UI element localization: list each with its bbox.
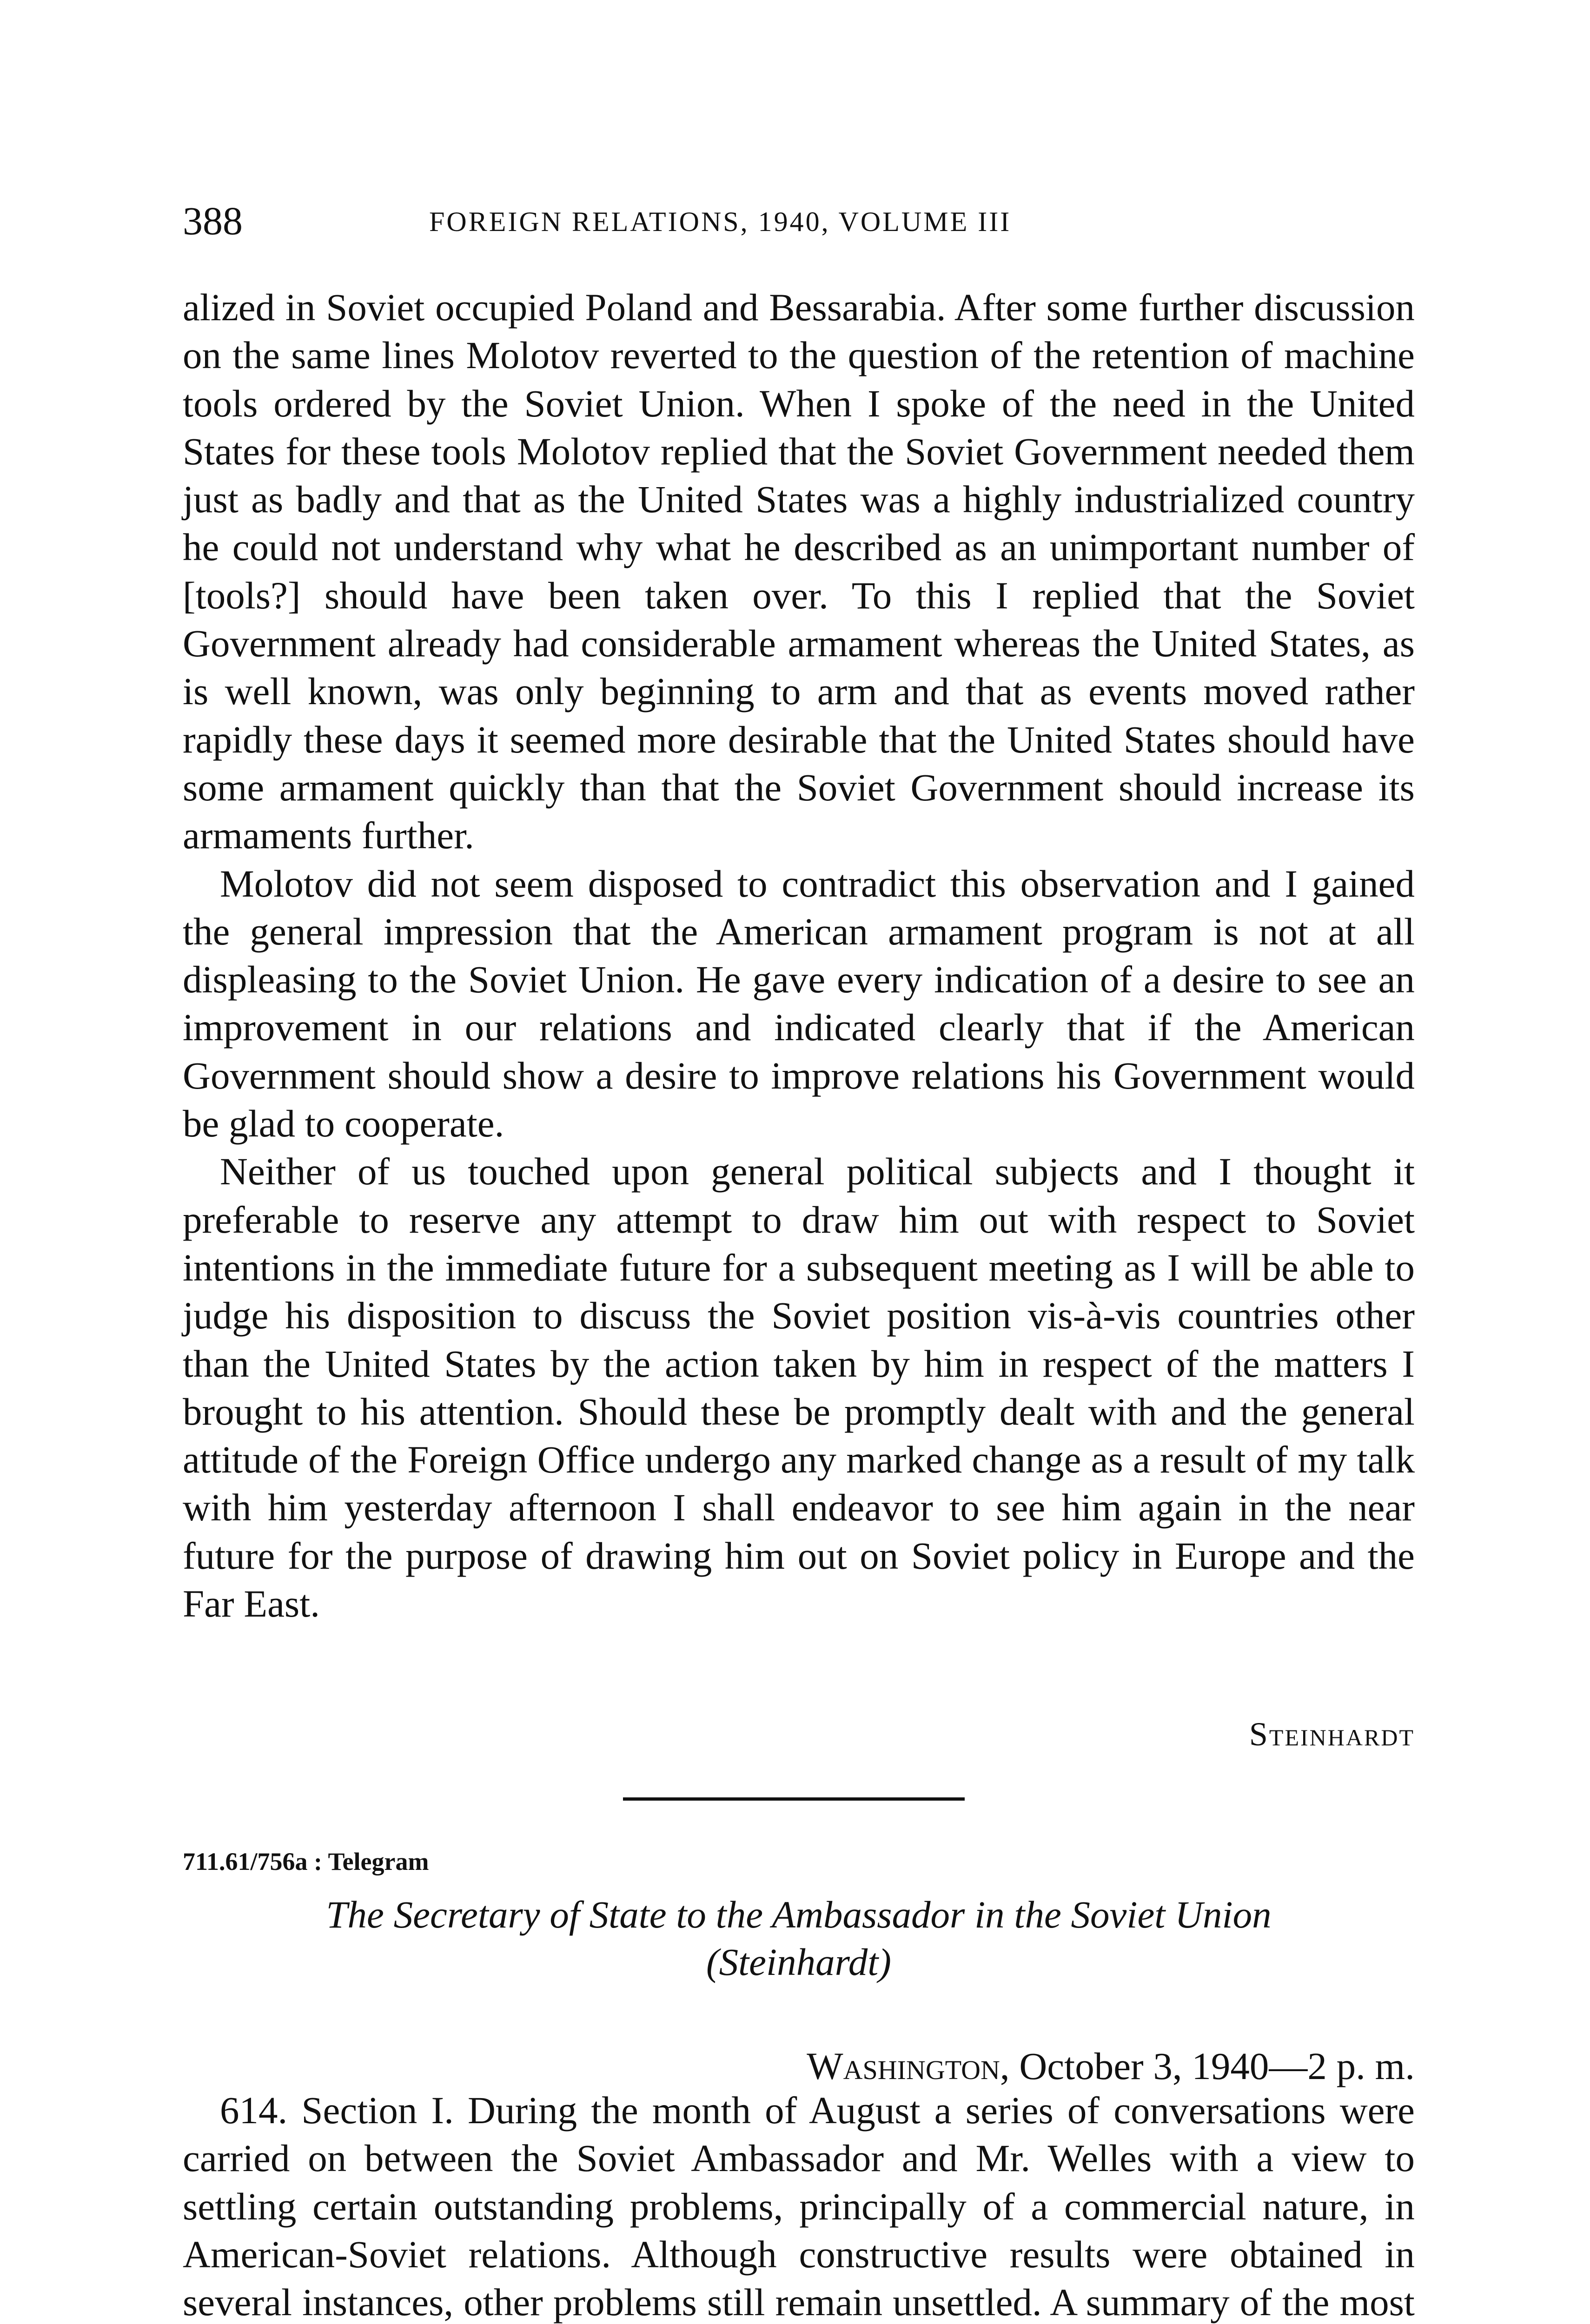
- date: , October 3, 1940—2 p. m.: [1000, 2045, 1415, 2087]
- document-heading: [183, 1891, 1415, 1986]
- heading-line-2: (Steinhardt): [706, 1941, 892, 1983]
- file-reference: 711.61/756a : Telegram: [183, 1848, 429, 1875]
- telegram-body: [183, 2086, 1415, 2324]
- paragraph-section-one: 614. Section I. During the month of August a series of conversations were carried on between the Soviet Ambassador and Mr. Welles with a view to settling certain outstanding problems, principally of a commercial nature, in American-Soviet relations. Although constructive results were obtained in several instances, other problems still remain unsettled. A summary of the most: [183, 2089, 1415, 2324]
- signature: Steinhardt: [1249, 1716, 1415, 1753]
- paragraph-molotov-impression: Molotov did not seem disposed to contradict this observation and I gained the general impression that the American armament program is not at all displeasing to the Soviet Union. He gave every indication of a desire to see an improvement in our relations and indicated clearly that if the American Government should show a desire to improve relations his Government would be glad to cooperate.: [183, 862, 1415, 1145]
- place: Washington: [807, 2045, 1000, 2087]
- heading-line-1: The Secretary of State to the Ambassador in the Soviet Union: [326, 1893, 1272, 1936]
- running-title: FOREIGN RELATIONS, 1940, VOLUME III: [429, 206, 1012, 237]
- body-text-block: [183, 284, 1415, 1628]
- section-divider: [623, 1797, 965, 1801]
- page-number: 388: [183, 198, 243, 243]
- paragraph-continuation: alized in Soviet occupied Poland and Bessarabia. After some further discussion on the same lines Molotov reverted to the question of the retention of machine tools ordered by the Soviet Union. When I spoke of the need in the United States for these tools Molotov replied that the Soviet Government needed them just as badly and that as the United States was a highly industrialized country he could not understand why what he described as an unimportant number of [tools?] should have been taken over. To this I replied that the Soviet Government already had considerable armament whereas the United States, as is well known, was only beginning to arm and that as events moved rather rapidly these days it seemed more desirable that the United States should have some armament quickly than that the Soviet Government should increase its armaments further.: [183, 286, 1415, 857]
- place-and-date: [807, 2043, 1415, 2089]
- running-header: [183, 198, 1419, 249]
- paragraph-political-subjects: Neither of us touched upon general political subjects and I thought it preferable to reserve any attempt to draw him out with respect to Soviet intentions in the immediate future for a subsequent meeting as I will be able to judge his disposition to discuss the Soviet position vis-à-vis countries other than the United States by the action taken by him in respect of the matters I brought to his attention. Should these be promptly dealt with and the general attitude of the Foreign Office undergo any marked change as a result of my talk with him yesterday afternoon I shall endeavor to see him again in the near future for the purpose of drawing him out on Soviet policy in Europe and the Far East.: [183, 1150, 1415, 1625]
